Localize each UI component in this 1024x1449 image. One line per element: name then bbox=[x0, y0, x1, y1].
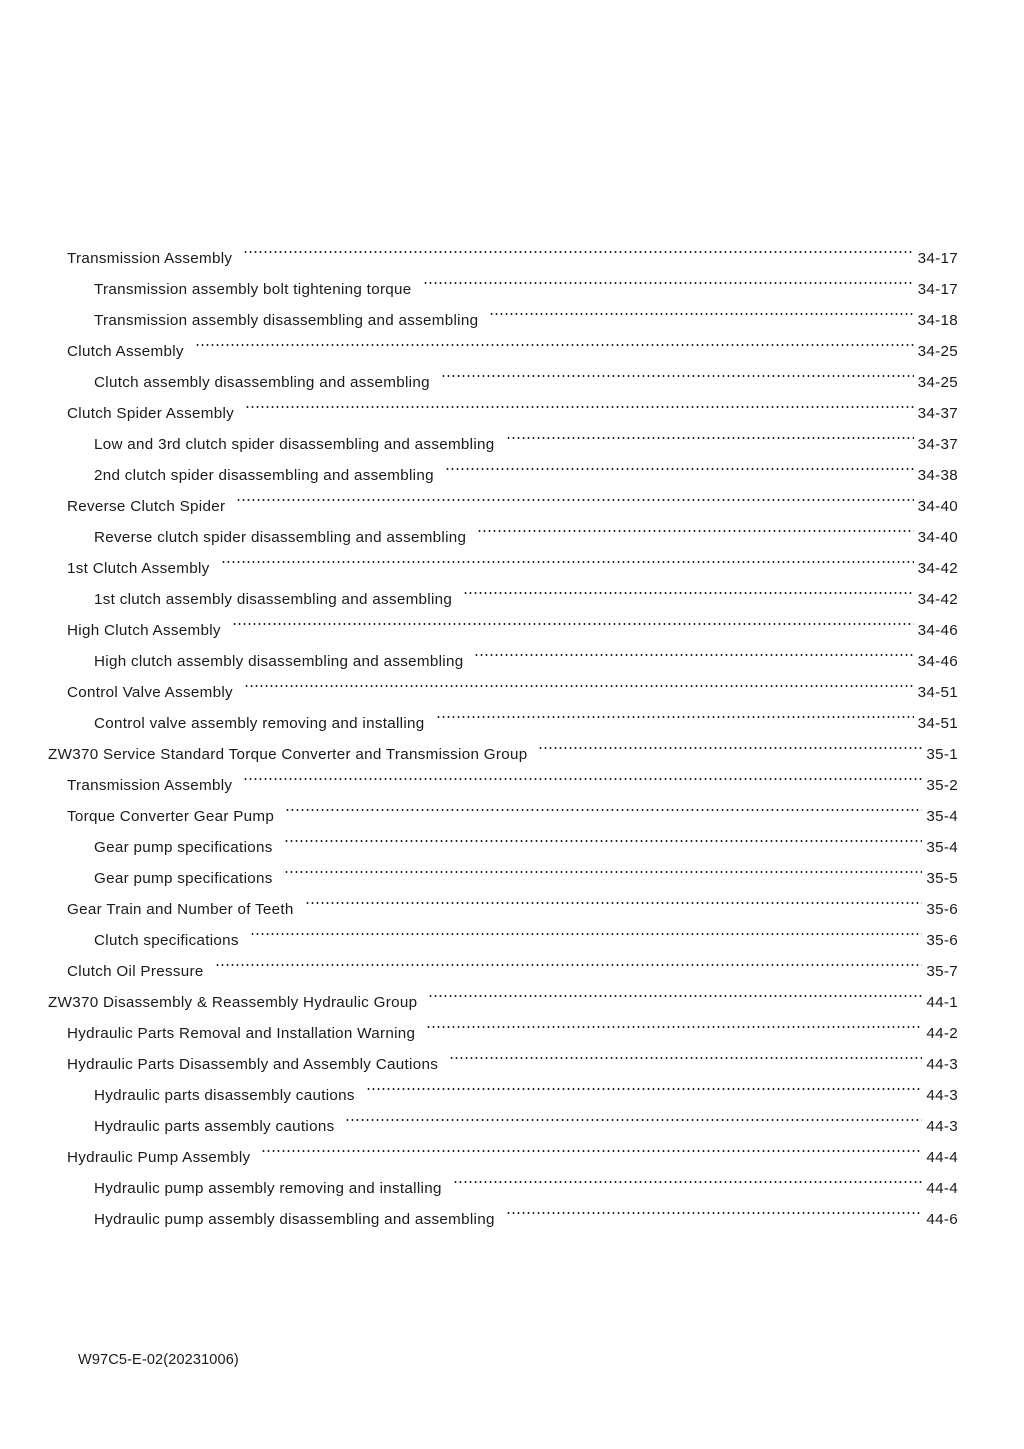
toc-dot-leader bbox=[366, 1069, 923, 1100]
toc-entry-title: Hydraulic parts disassembly cautions bbox=[94, 1087, 355, 1104]
toc-entry-page-number: 44-4 bbox=[926, 1149, 958, 1166]
toc-entry-title: Hydraulic parts assembly cautions bbox=[94, 1118, 335, 1135]
toc-dot-leader bbox=[285, 790, 922, 821]
toc-dot-leader bbox=[305, 883, 923, 914]
toc-entry-page-number: 34-51 bbox=[917, 684, 958, 701]
toc-entry-title: Transmission Assembly bbox=[67, 250, 233, 267]
toc-entry-title: Transmission assembly bolt tightening torque bbox=[94, 281, 412, 298]
toc-dot-leader bbox=[195, 325, 914, 356]
toc-dot-leader bbox=[489, 294, 913, 325]
toc-entry-page-number: 44-6 bbox=[926, 1211, 958, 1228]
toc-entry-page-number: 34-51 bbox=[917, 715, 958, 732]
toc-entry-page-number: 34-17 bbox=[917, 250, 958, 267]
toc-entry-page-number: 34-37 bbox=[917, 436, 958, 453]
toc-dot-leader bbox=[261, 1131, 922, 1162]
toc-dot-leader bbox=[284, 821, 923, 852]
toc-entry-title: Clutch Assembly bbox=[67, 343, 184, 360]
toc-entry-title: ZW370 Service Standard Torque Converter and Transmission Group bbox=[48, 746, 528, 763]
toc-entry-title: Torque Converter Gear Pump bbox=[67, 808, 275, 825]
toc-entry-title: Hydraulic Parts Disassembly and Assembly Cautions bbox=[67, 1056, 439, 1073]
toc-entry-page-number: 34-40 bbox=[917, 498, 958, 515]
toc-dot-leader bbox=[463, 573, 913, 604]
toc-dot-leader bbox=[236, 480, 913, 511]
toc-entry-page-number: 44-3 bbox=[926, 1087, 958, 1104]
toc-entry-page-number: 35-7 bbox=[926, 963, 958, 980]
toc-dot-leader bbox=[423, 263, 914, 294]
toc-entry-title: Reverse Clutch Spider bbox=[67, 498, 226, 515]
toc-entry-title: Reverse clutch spider disassembling and assembling bbox=[94, 529, 467, 546]
toc-entry-title: Clutch assembly disassembling and assembling bbox=[94, 374, 430, 391]
toc-entry-page-number: 44-3 bbox=[926, 1056, 958, 1073]
toc-entry-page-number: 34-25 bbox=[917, 343, 958, 360]
toc-entry-title: High Clutch Assembly bbox=[67, 622, 221, 639]
toc-dot-leader bbox=[474, 635, 913, 666]
toc-entry-page-number: 34-46 bbox=[917, 653, 958, 670]
toc-entry-page-number: 34-37 bbox=[917, 405, 958, 422]
toc-dot-leader bbox=[428, 976, 922, 1007]
toc-entry-page-number: 35-1 bbox=[926, 746, 958, 763]
toc-dot-leader bbox=[245, 387, 914, 418]
toc-dot-leader bbox=[441, 356, 914, 387]
toc-entry-page-number: 35-5 bbox=[926, 870, 958, 887]
toc-dot-leader bbox=[538, 728, 922, 759]
toc-entry-title: Hydraulic pump assembly removing and installing bbox=[94, 1180, 442, 1197]
toc-entry-page-number: 44-1 bbox=[926, 994, 958, 1011]
toc-entry-page-number: 44-2 bbox=[926, 1025, 958, 1042]
toc-entry-title: Transmission assembly disassembling and assembling bbox=[94, 312, 479, 329]
toc-dot-leader bbox=[506, 418, 914, 449]
toc-entry-page-number: 35-6 bbox=[926, 932, 958, 949]
toc-entry-page-number: 34-42 bbox=[917, 591, 958, 608]
toc-entry-page-number: 34-17 bbox=[917, 281, 958, 298]
toc-dot-leader bbox=[250, 914, 923, 945]
toc-entry-title: Hydraulic Parts Removal and Installation Warning bbox=[67, 1025, 416, 1042]
toc-dot-leader bbox=[477, 511, 913, 542]
toc-dot-leader bbox=[453, 1162, 923, 1193]
toc-entry-page-number: 34-46 bbox=[917, 622, 958, 639]
toc-dot-leader bbox=[284, 852, 923, 883]
toc-entry[interactable] bbox=[48, 356, 958, 391]
toc-entry-page-number: 34-38 bbox=[917, 467, 958, 484]
toc-entry-title: ZW370 Disassembly & Reassembly Hydraulic Group bbox=[48, 994, 418, 1011]
toc-dot-leader bbox=[506, 1193, 923, 1224]
toc-entry-page-number: 44-4 bbox=[926, 1180, 958, 1197]
toc-entry-page-number: 34-40 bbox=[917, 529, 958, 546]
toc-dot-leader bbox=[244, 666, 914, 697]
toc-entry-title: Gear pump specifications bbox=[94, 839, 273, 856]
toc-entry-title: Hydraulic pump assembly disassembling and assembling bbox=[94, 1211, 495, 1228]
toc-entry-page-number: 34-42 bbox=[917, 560, 958, 577]
toc-dot-leader bbox=[449, 1038, 922, 1069]
toc-entry-page-number: 35-4 bbox=[926, 839, 958, 856]
toc-entry-page-number: 44-3 bbox=[926, 1118, 958, 1135]
toc-entry[interactable] bbox=[48, 232, 958, 267]
footer-document-code: W97C5-E-02(20231006) bbox=[78, 1352, 239, 1368]
toc-entry-page-number: 35-6 bbox=[926, 901, 958, 918]
toc-entry-title: 2nd clutch spider disassembling and assembling bbox=[94, 467, 434, 484]
toc-dot-leader bbox=[426, 1007, 922, 1038]
toc-dot-leader bbox=[215, 945, 923, 976]
toc-entry-page-number: 34-18 bbox=[917, 312, 958, 329]
toc-dot-leader bbox=[436, 697, 914, 728]
toc-entry-title: Control valve assembly removing and installing bbox=[94, 715, 425, 732]
toc-entry-title: Clutch specifications bbox=[94, 932, 239, 949]
toc-entry-title: Clutch Oil Pressure bbox=[67, 963, 204, 980]
toc-entry-title: Gear pump specifications bbox=[94, 870, 273, 887]
toc-entry-title: Low and 3rd clutch spider disassembling and assembling bbox=[94, 436, 495, 453]
toc-entry-title: Gear Train and Number of Teeth bbox=[67, 901, 294, 918]
table-of-contents-list bbox=[48, 232, 958, 1228]
toc-entry-title: Control Valve Assembly bbox=[67, 684, 233, 701]
toc-entry-title: 1st Clutch Assembly bbox=[67, 560, 210, 577]
toc-dot-leader bbox=[345, 1100, 922, 1131]
toc-entry-title: 1st clutch assembly disassembling and assembling bbox=[94, 591, 453, 608]
toc-entry-title: High clutch assembly disassembling and assembling bbox=[94, 653, 464, 670]
toc-entry-page-number: 34-25 bbox=[917, 374, 958, 391]
toc-dot-leader bbox=[243, 759, 922, 790]
toc-entry-title: Clutch Spider Assembly bbox=[67, 405, 235, 422]
toc-entry-title: Transmission Assembly bbox=[67, 777, 233, 794]
toc-dot-leader bbox=[232, 604, 914, 635]
toc-entry-title: Hydraulic Pump Assembly bbox=[67, 1149, 251, 1166]
toc-dot-leader bbox=[221, 542, 914, 573]
toc-dot-leader bbox=[243, 232, 913, 263]
toc-dot-leader bbox=[445, 449, 914, 480]
toc-entry-page-number: 35-4 bbox=[926, 808, 958, 825]
toc-entry-page-number: 35-2 bbox=[926, 777, 958, 794]
